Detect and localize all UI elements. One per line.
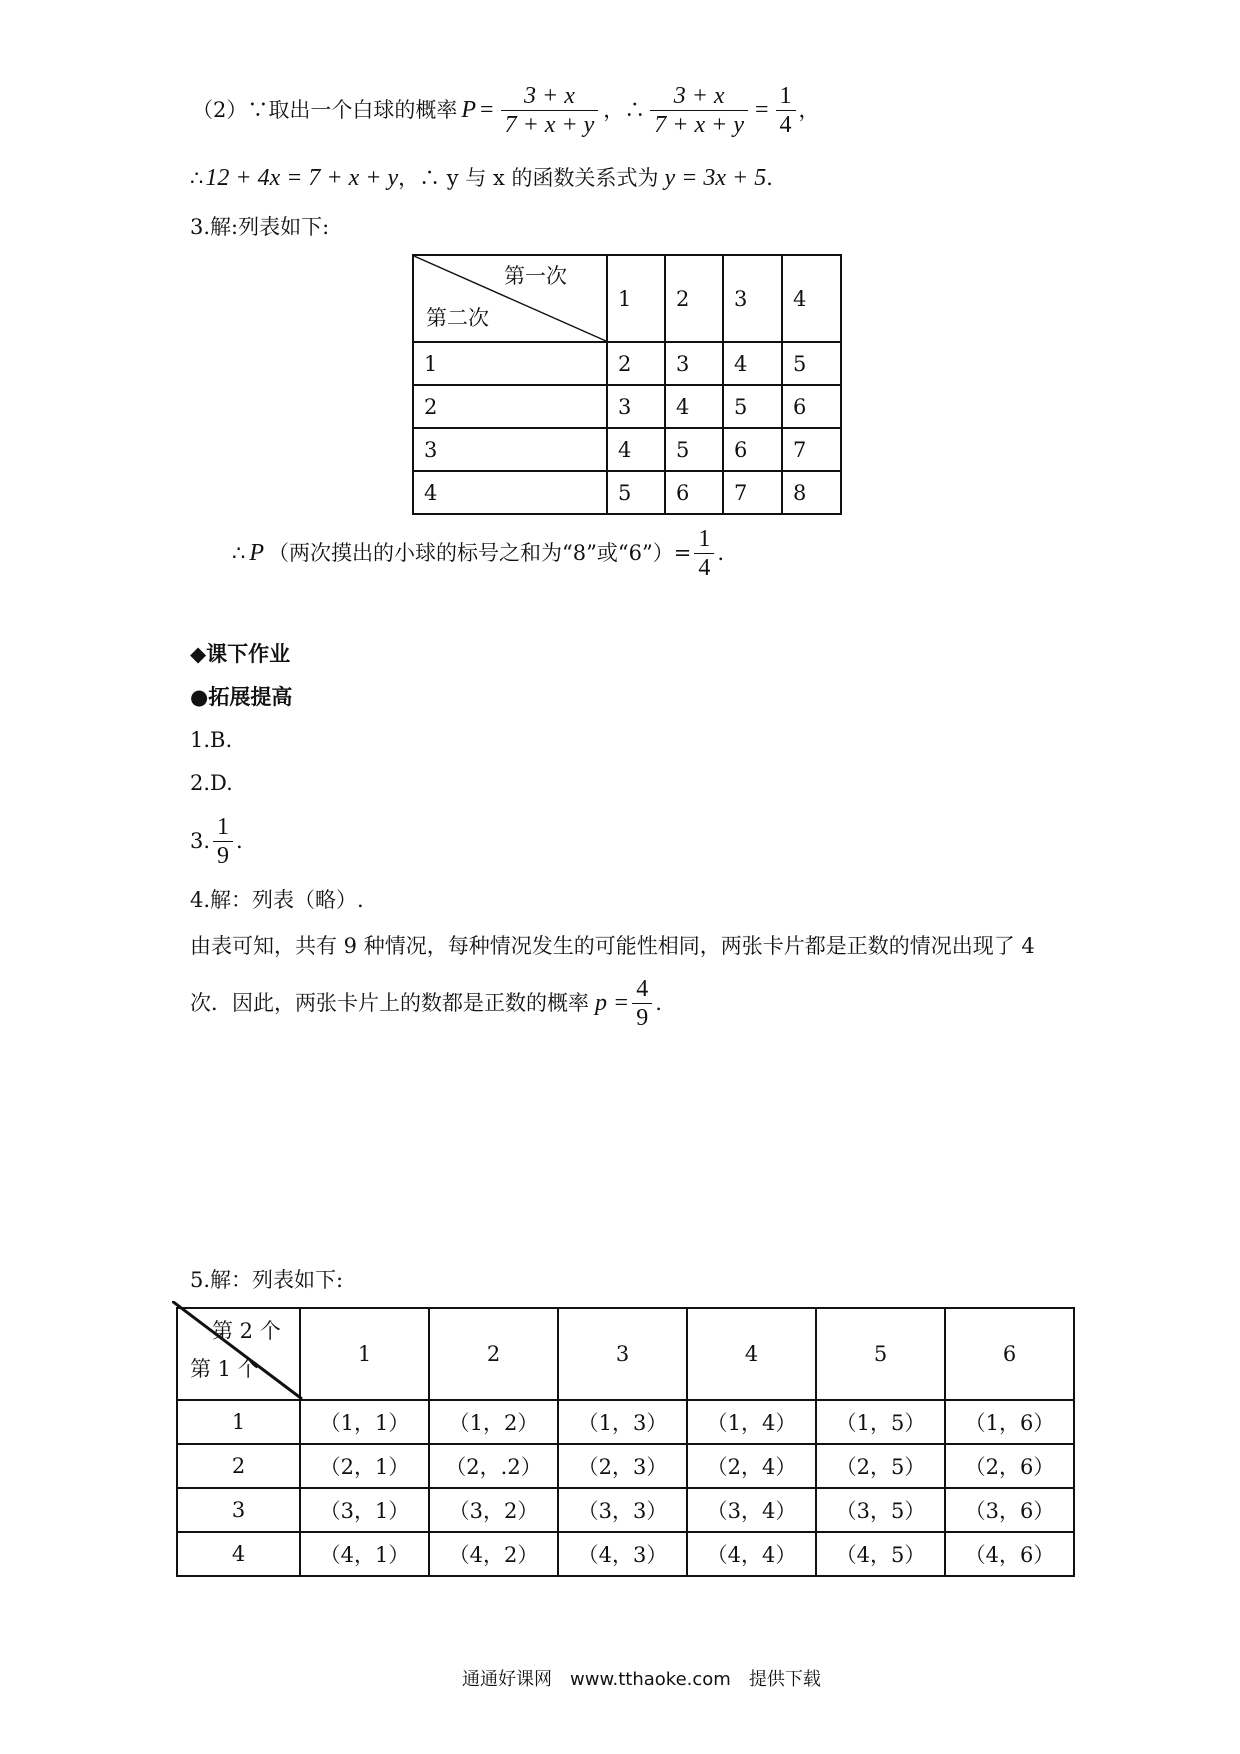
sum-table-cell: 2 <box>607 342 665 385</box>
answer-3-period: . <box>236 829 243 853</box>
pairs-table-cell: （2，5） <box>816 1444 945 1488</box>
pairs-table-col-header: 5 <box>816 1308 945 1400</box>
q2-line2 <box>190 164 787 192</box>
sum-table <box>412 254 842 515</box>
q2-equation: 12 + 4x = 7 + x + y <box>205 165 399 191</box>
pairs-table-cell: （2，4） <box>687 1444 816 1488</box>
q2-trailing-comma: ， <box>798 98 820 122</box>
q2-equals-2: = <box>755 97 769 123</box>
sum-table-cell: 5 <box>782 342 841 385</box>
answer-3-numerator: 1 <box>213 813 233 842</box>
sum-table-cell: 4 <box>723 342 782 385</box>
q2-result: y = 3x + 5 <box>664 165 767 191</box>
pairs-table-cell: （1，4） <box>687 1400 816 1444</box>
answer-4-line2 <box>190 970 662 1036</box>
pairs-table-cell: （1，6） <box>945 1400 1074 1444</box>
pairs-table-header-top: 第 2 个 <box>212 1319 281 1343</box>
q2-frac1-numerator: 3 + x <box>501 82 599 111</box>
pairs-table-col-header: 1 <box>300 1308 429 1400</box>
subsection-title: ●拓展提高 <box>190 685 293 709</box>
answer-4-denominator: 9 <box>636 1004 649 1031</box>
pairs-table-cell: （2，1） <box>300 1444 429 1488</box>
answer-3-denominator: 9 <box>217 842 230 869</box>
pairs-table-cell: （4，2） <box>429 1532 558 1576</box>
answer-4-fraction <box>632 975 652 1032</box>
q3-intro: 3.解:列表如下: <box>190 215 330 239</box>
q2-relation-text: ，∴ y 与 x 的函数关系式为 <box>398 166 659 190</box>
table-row <box>413 471 841 514</box>
answer-4-p: p = <box>595 990 630 1016</box>
sum-table-cell: 3 <box>665 342 723 385</box>
pairs-table-row-label: 4 <box>177 1532 300 1576</box>
sum-table-col-header: 4 <box>782 255 841 342</box>
pairs-table-row-label: 1 <box>177 1400 300 1444</box>
q2-comma-therefore: ，∴ <box>603 98 646 122</box>
pairs-table-cell: （1，3） <box>558 1400 687 1444</box>
q2-fraction-3 <box>776 82 796 139</box>
pairs-table-cell: （1，1） <box>300 1400 429 1444</box>
q2-period: ． <box>766 166 788 190</box>
q2-therefore: ∴ <box>190 166 204 190</box>
q2-frac3-denominator: 4 <box>779 111 792 138</box>
pairs-table <box>176 1307 1075 1577</box>
q3-result <box>232 520 724 586</box>
sum-table-col-header: 2 <box>665 255 723 342</box>
q3-fraction <box>694 525 714 582</box>
pairs-table-col-header: 2 <box>429 1308 558 1400</box>
answer-4-intro: 4.解：列表（略）. <box>190 888 364 912</box>
q5-intro: 5.解：列表如下: <box>190 1268 344 1292</box>
sum-table-cell: 5 <box>665 428 723 471</box>
q2-label: （2）∵取出一个白球的概率 <box>192 98 458 122</box>
pairs-table-header-bottom: 第 1 个 <box>190 1357 259 1381</box>
pairs-table-cell: （2，6） <box>945 1444 1074 1488</box>
sum-table-row-label: 3 <box>413 428 607 471</box>
answer-4-text: 次．因此，两张卡片上的数都是正数的概率 <box>190 991 589 1015</box>
sum-table-cell: 4 <box>665 385 723 428</box>
table-row <box>177 1488 1074 1532</box>
table-row <box>177 1444 1074 1488</box>
sum-table-cell: 5 <box>607 471 665 514</box>
q3-frac-numerator: 1 <box>694 525 714 554</box>
q2-p-symbol: P <box>461 97 477 123</box>
sum-table-header-bottom: 第二次 <box>426 306 489 330</box>
pairs-table-cell: （4，6） <box>945 1532 1074 1576</box>
sum-table-cell: 4 <box>607 428 665 471</box>
sum-table-col-header: 3 <box>723 255 782 342</box>
q2-line1 <box>192 72 820 148</box>
answer-3 <box>190 808 243 874</box>
sum-table-row-label: 4 <box>413 471 607 514</box>
section-title: ◆课下作业 <box>190 642 291 666</box>
pairs-table-cell: （4，5） <box>816 1532 945 1576</box>
sum-table-row-label: 2 <box>413 385 607 428</box>
q3-frac-denominator: 4 <box>698 554 711 581</box>
answer-3-fraction <box>213 813 233 870</box>
q2-frac3-numerator: 1 <box>776 82 796 111</box>
sum-table-col-header: 1 <box>607 255 665 342</box>
sum-table-cell: 5 <box>723 385 782 428</box>
pairs-table-cell: （4，1） <box>300 1532 429 1576</box>
pairs-table-cell: （3，5） <box>816 1488 945 1532</box>
q2-frac2-denominator: 7 + x + y <box>654 111 744 138</box>
pairs-table-cell: （3，4） <box>687 1488 816 1532</box>
table-row <box>177 1400 1074 1444</box>
q3-condition-text: （两次摸出的小球的标号之和为“8”或“6”）= <box>268 541 692 565</box>
answer-3-prefix: 3. <box>190 829 211 853</box>
q2-equals: = <box>480 97 494 123</box>
sum-table-cell: 6 <box>665 471 723 514</box>
pairs-table-cell: （3，6） <box>945 1488 1074 1532</box>
q2-frac2-numerator: 3 + x <box>650 82 748 111</box>
pairs-table-cell: （3，3） <box>558 1488 687 1532</box>
answer-4-period: . <box>655 991 662 1015</box>
sum-table-cell: 3 <box>607 385 665 428</box>
sum-table-row-label: 1 <box>413 342 607 385</box>
sum-table-cell: 7 <box>782 428 841 471</box>
answer-1: 1.B. <box>190 728 233 752</box>
table-row <box>177 1532 1074 1576</box>
answer-4-numerator: 4 <box>632 975 652 1004</box>
pairs-table-corner-header <box>177 1308 300 1400</box>
answer-2: 2.D. <box>190 771 233 795</box>
pairs-table-col-header: 4 <box>687 1308 816 1400</box>
pairs-table-cell: （4，3） <box>558 1532 687 1576</box>
q3-therefore: ∴ <box>232 541 246 565</box>
q3-p-symbol: P <box>249 540 265 566</box>
sum-table-cell: 6 <box>723 428 782 471</box>
q3-period: . <box>717 541 724 565</box>
pairs-table-col-header: 3 <box>558 1308 687 1400</box>
sum-table-cell: 6 <box>782 385 841 428</box>
sum-table-cell: 7 <box>723 471 782 514</box>
sum-table-header-top: 第一次 <box>504 264 567 288</box>
pairs-table-cell: （4，4） <box>687 1532 816 1576</box>
pairs-table-cell: （2，3） <box>558 1444 687 1488</box>
pairs-table-row-label: 3 <box>177 1488 300 1532</box>
pairs-table-cell: （1，5） <box>816 1400 945 1444</box>
answer-4-line1: 由表可知，共有 9 种情况，每种情况发生的可能性相同，两张卡片都是正数的情况出现了 4 <box>190 934 1035 958</box>
pairs-table-col-header: 6 <box>945 1308 1074 1400</box>
table-row <box>413 342 841 385</box>
table-row <box>413 385 841 428</box>
pairs-table-cell: （3，2） <box>429 1488 558 1532</box>
pairs-table-cell: （2，.2） <box>429 1444 558 1488</box>
table-row <box>413 428 841 471</box>
pairs-table-row-label: 2 <box>177 1444 300 1488</box>
sum-table-corner-header <box>413 255 607 342</box>
q2-fraction-2 <box>650 82 748 139</box>
page-footer: 通通好课网 www.tthaoke.com 提供下载 <box>462 1669 821 1690</box>
pairs-table-cell: （1，2） <box>429 1400 558 1444</box>
q2-frac1-denominator: 7 + x + y <box>504 111 595 138</box>
pairs-table-cell: （3，1） <box>300 1488 429 1532</box>
q2-fraction-1 <box>501 82 599 139</box>
sum-table-cell: 8 <box>782 471 841 514</box>
